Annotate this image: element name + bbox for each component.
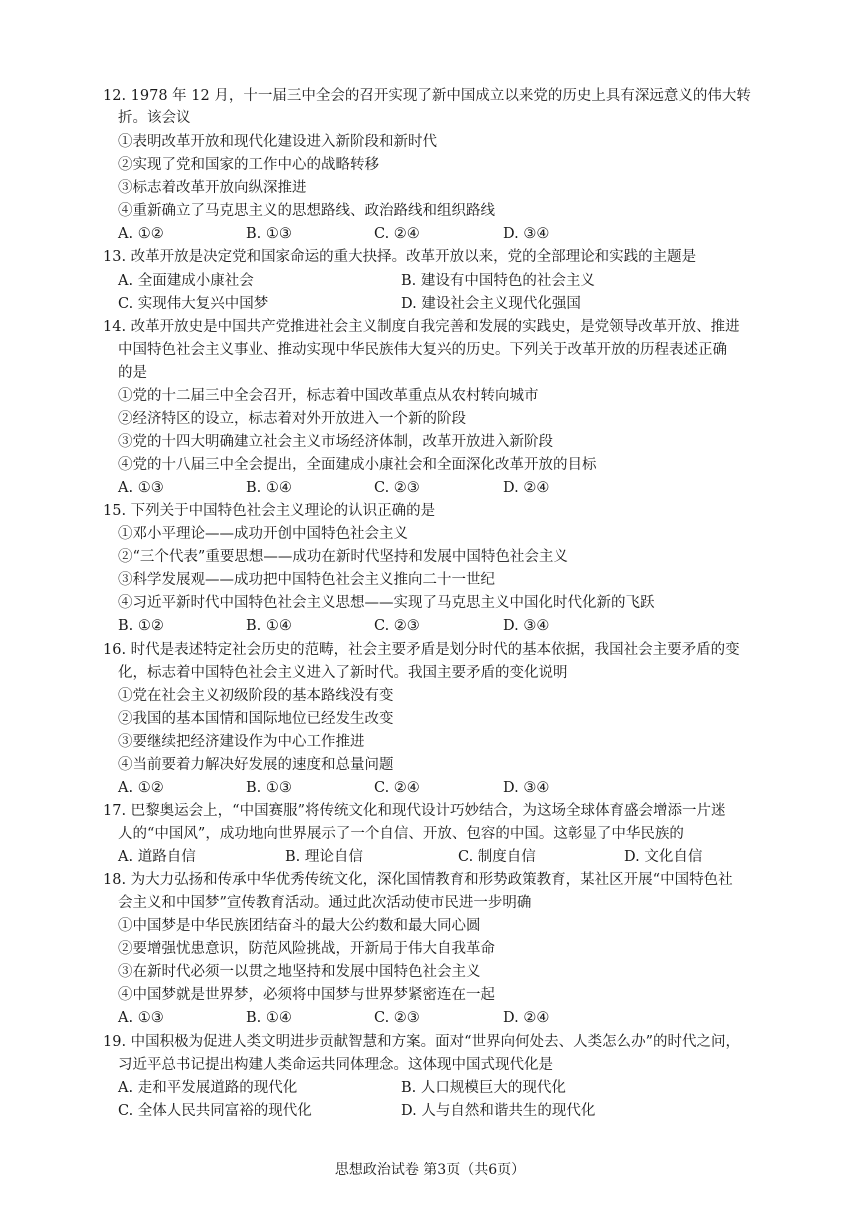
question-12-statement-4: ④重新确立了马克思主义的思想路线、政治路线和组织路线 <box>118 203 495 219</box>
question-16-option-d[interactable]: D. ③④ <box>503 780 550 796</box>
question-18-statement-2: ②要增强忧患意识，防范风险挑战，开新局于伟大自我革命 <box>118 941 495 957</box>
question-13-option-d[interactable]: D. 建设社会主义现代化强国 <box>401 296 581 312</box>
question-16-statement-1: ①党在社会主义初级阶段的基本路线没有变 <box>118 688 394 704</box>
question-17-option-c[interactable]: C. 制度自信 <box>458 849 536 865</box>
question-14-statement-3: ③党的十四大明确建立社会主义市场经济体制，改革开放进入新阶段 <box>118 434 553 450</box>
question-18-option-b[interactable]: B. ①④ <box>246 1010 292 1026</box>
question-14-option-b[interactable]: B. ①④ <box>246 480 292 496</box>
question-12-option-d[interactable]: D. ③④ <box>503 226 550 242</box>
question-15-option-b[interactable]: B. ①④ <box>246 618 292 634</box>
question-18-statement-1: ①中国梦是中华民族团结奋斗的最大公约数和最大同心圆 <box>118 918 481 934</box>
question-17-stem-line-2: 人的“中国风”，成功地向世界展示了一个自信、开放、包容的中国。这彰显了中华民族的 <box>118 826 684 842</box>
question-14-statement-4: ④党的十八届三中全会提出，全面建成小康社会和全面深化改革开放的目标 <box>118 457 597 473</box>
question-14-statement-1: ①党的十二届三中全会召开，标志着中国改革重点从农村转向城市 <box>118 388 539 404</box>
question-14-stem-line-1: 14. 改革开放史是中国共产党推进社会主义制度自我完善和发展的实践史，是党领导改革开放、推进 <box>103 319 740 335</box>
question-16-statement-3: ③要继续把经济建设作为中心工作推进 <box>118 734 365 750</box>
question-18-statement-3: ③在新时代必须一以贯之地坚持和发展中国特色社会主义 <box>118 964 481 980</box>
question-18-stem-line-2: 会主义和中国梦”宣传教育活动。通过此次活动使市民进一步明确 <box>118 895 532 911</box>
question-18-option-c[interactable]: C. ②③ <box>374 1010 420 1026</box>
question-13-option-c[interactable]: C. 实现伟大复兴中国梦 <box>118 296 269 312</box>
question-14-option-d[interactable]: D. ②④ <box>503 480 550 496</box>
question-15-statement-2: ②“三个代表”重要思想——成功在新时代坚持和发展中国特色社会主义 <box>118 549 568 565</box>
question-15-option-a[interactable]: B. ①② <box>118 618 164 634</box>
question-16-statement-4: ④当前要着力解决好发展的速度和总量问题 <box>118 757 394 773</box>
question-12-option-a[interactable]: A. ①② <box>118 226 164 242</box>
question-14-stem-line-2: 中国特色社会主义事业、推动实现中华民族伟大复兴的历史。下列关于改革开放的历程表述正确 <box>118 342 727 358</box>
question-13-option-b[interactable]: B. 建设有中国特色的社会主义 <box>401 273 595 289</box>
question-18-statement-4: ④中国梦就是世界梦，必须将中国梦与世界梦紧密连在一起 <box>118 987 495 1003</box>
question-16-stem-line-1: 16. 时代是表述特定社会历史的范畴，社会主要矛盾是划分时代的基本依据，我国社会主要矛盾的变 <box>103 642 740 658</box>
question-12-option-b[interactable]: B. ①③ <box>246 226 292 242</box>
question-12-statement-1: ①表明改革开放和现代化建设进入新阶段和新时代 <box>118 134 437 150</box>
question-17-option-b[interactable]: B. 理论自信 <box>285 849 363 865</box>
question-13-option-a[interactable]: A. 全面建成小康社会 <box>118 273 254 289</box>
question-12-stem-line-2: 折。该会议 <box>118 110 191 126</box>
question-18-option-d[interactable]: D. ②④ <box>503 1010 550 1026</box>
question-15-statement-4: ④习近平新时代中国特色社会主义思想——实现了马克思主义中国化时代化新的飞跃 <box>118 595 655 611</box>
question-19-option-c[interactable]: C. 全体人民共同富裕的现代化 <box>118 1103 312 1119</box>
question-18-option-a[interactable]: A. ①③ <box>118 1010 164 1026</box>
question-15-option-d[interactable]: D. ③④ <box>503 618 550 634</box>
question-15-statement-3: ③科学发展观——成功把中国特色社会主义推向二十一世纪 <box>118 572 495 588</box>
question-17-option-a[interactable]: A. 道路自信 <box>118 849 196 865</box>
question-14-option-a[interactable]: A. ①③ <box>118 480 164 496</box>
question-12-option-c[interactable]: C. ②④ <box>374 226 420 242</box>
question-14-option-c[interactable]: C. ②③ <box>374 480 420 496</box>
question-16-statement-2: ②我国的基本国情和国际地位已经发生改变 <box>118 711 394 727</box>
question-12-statement-2: ②实现了党和国家的工作中心的战略转移 <box>118 157 379 173</box>
question-12-stem-line-1: 12. 1978 年 12 月，十一届三中全会的召开实现了新中国成立以来党的历史上具有深远意义的伟大转 <box>103 88 751 104</box>
question-17-option-d[interactable]: D. 文化自信 <box>624 849 703 865</box>
question-17-stem-line-1: 17. 巴黎奥运会上，“中国赛服”将传统文化和现代设计巧妙结合，为这场全球体育盛会增添一片迷 <box>103 803 726 819</box>
question-16-option-b[interactable]: B. ①③ <box>246 780 292 796</box>
question-13-stem-line-1: 13. 改革开放是决定党和国家命运的重大抉择。改革开放以来，党的全部理论和实践的主题是 <box>103 249 697 265</box>
question-14-statement-2: ②经济特区的设立，标志着对外开放进入一个新的阶段 <box>118 411 466 427</box>
question-16-option-c[interactable]: C. ②④ <box>374 780 420 796</box>
page-footer: 思想政治试卷 第3页（共6页） <box>334 1162 526 1178</box>
question-15-statement-1: ①邓小平理论——成功开创中国特色社会主义 <box>118 526 408 542</box>
question-12-statement-3: ③标志着改革开放向纵深推进 <box>118 180 307 196</box>
question-19-option-a[interactable]: A. 走和平发展道路的现代化 <box>118 1080 298 1096</box>
question-19-stem-line-1: 19. 中国积极为促进人类文明进步贡献智慧和方案。面对“世界向何处去、人类怎么办”的时代之问， <box>103 1034 740 1050</box>
question-19-option-b[interactable]: B. 人口规模巨大的现代化 <box>401 1080 566 1096</box>
question-19-stem-line-2: 习近平总书记提出构建人类命运共同体理念。这体现中国式现代化是 <box>118 1057 553 1073</box>
question-16-option-a[interactable]: A. ①② <box>118 780 164 796</box>
question-18-stem-line-1: 18. 为大力弘扬和传承中华优秀传统文化，深化国情教育和形势政策教育，某社区开展“中国特色社 <box>103 872 733 888</box>
question-16-stem-line-2: 化，标志着中国特色社会主义进入了新时代。我国主要矛盾的变化说明 <box>118 665 568 681</box>
question-14-stem-line-3: 的是 <box>118 365 147 381</box>
question-15-option-c[interactable]: C. ②③ <box>374 618 420 634</box>
question-15-stem-line-1: 15. 下列关于中国特色社会主义理论的认识正确的是 <box>103 503 436 519</box>
question-19-option-d[interactable]: D. 人与自然和谐共生的现代化 <box>401 1103 596 1119</box>
